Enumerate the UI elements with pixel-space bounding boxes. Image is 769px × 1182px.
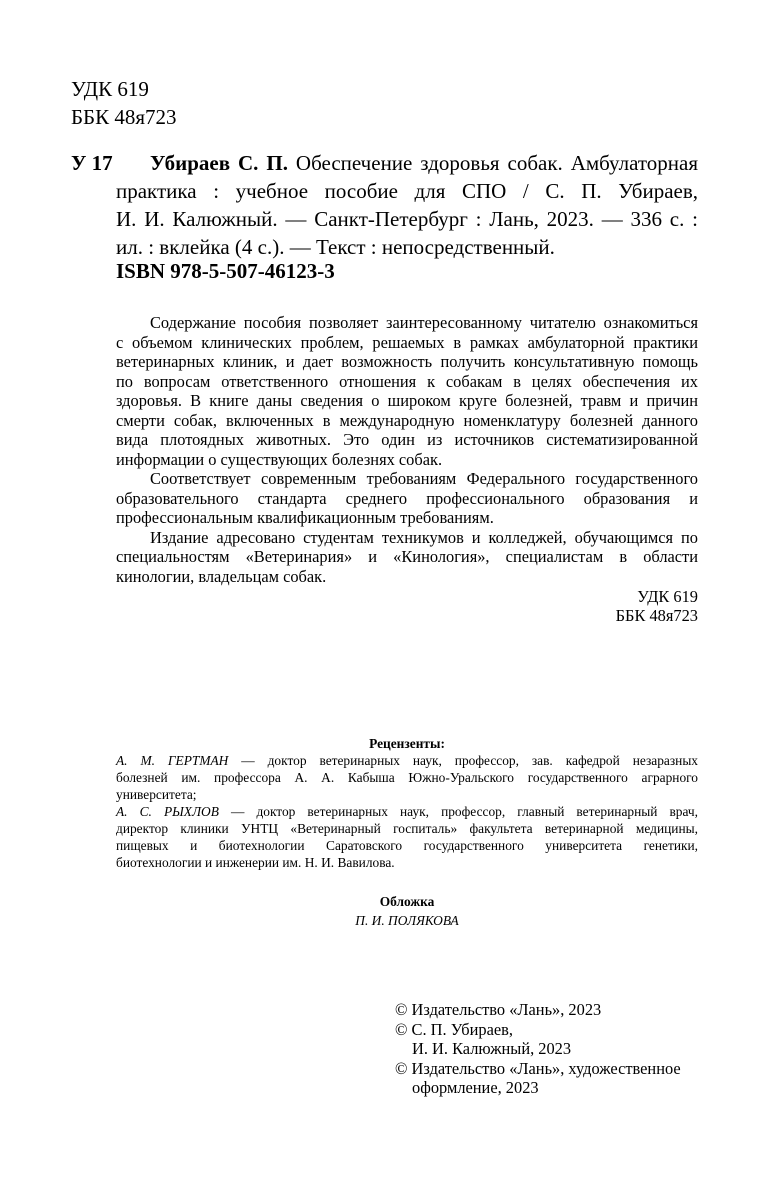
annotation-line: здоровья. В книге даны сведения о широком круге болезней, травм и причин [116,391,698,410]
biblio-record [116,179,698,263]
biblio-line-0: Обеспечение здоровья собак. Амбулаторная [295,151,699,175]
biblio-first-line [150,151,698,176]
annotation-line: специальностям «Ветеринария» и «Кинология», специалистам в области [116,547,698,566]
reviewer-line: директор клиники УНТЦ «Ветеринарный госпиталь» факультета ветеринарной медицины, [116,821,698,836]
isbn: ISBN 978-5-507-46123-3 [116,259,335,283]
annotation-line: кинологии, владельцам собак. [116,566,327,586]
biblio-line-3: ил. : вклейка (4 с.). — Текст : непосредственный. [116,235,555,259]
reviewer-line: биотехнологии и инженерии им. Н. И. Вавилова. [116,855,395,870]
copyright-line: оформление, 2023 [412,1078,539,1097]
reviewers-title: Рецензенты: [369,736,445,751]
annotation-line: с объемом клинических проблем, решаемых в рамках амбулаторной практики [116,332,698,352]
annotation-line: смерти собак, включенных в международную номенклатуру болезней данного [116,410,698,430]
copyright-line: © С. П. Убираев, [395,1019,513,1039]
cover-artist: П. И. ПОЛЯКОВА [355,913,459,928]
annotation-bbk: ББК 48я723 [615,606,698,625]
copyright-block [395,1000,681,1098]
copyright-line: И. И. Калюжный, 2023 [412,1039,572,1058]
annotation-line: Содержание пособия позволяет заинтересованному читателю ознакомиться [150,313,698,332]
reviewer-name: А. С. РЫХЛОВ [116,804,219,819]
reviewers-list [116,752,698,871]
annotation-line: Соответствует современным требованиям Федерального государственного [150,469,698,488]
annotation-line: ветеринарных клиник, и дает возможность получить консультативную помощь [116,352,698,371]
reviewer-line: — доктор ветеринарных наук, профессор, главный ветеринарный врач, [218,804,698,819]
annotation [116,313,698,586]
annotation-line: образовательного стандарта среднего профессионального образования и [116,488,698,508]
annotation-udk: УДК 619 [637,587,698,606]
annotation-line: Издание адресовано студентам техникумов и колледжей, обучающимся по [150,527,698,547]
reviewer-line: болезней им. профессора А. А. Кабыша Южно-Уральского государственного аграрного [116,770,698,785]
reviewer-line: — доктор ветеринарных наук, профессор, зав. кафедрой незаразных [228,753,699,768]
copyright-line: © Издательство «Лань», художественное [395,1058,681,1078]
annotation-line: профессиональным квалификационным требованиям. [116,508,494,527]
biblio-line-1: практика : учебное пособие для СПО / С. П. Убираев, [116,179,698,203]
copyright-line: © Издательство «Лань», 2023 [395,1000,602,1019]
reviewer-line: университета; [116,787,197,802]
header-bbk: ББК 48я723 [71,105,177,129]
reviewer-name: А. М. ГЕРТМАН [116,753,229,768]
biblio-code: У 17 [71,151,113,175]
biblio-line-2: И. И. Калюжный. — Санкт-Петербург : Лань, 2023. — 336 с. : [116,207,698,231]
cover-title: Обложка [379,894,435,909]
biblio-author: Убираев С. П. [150,151,288,175]
annotation-line: по вопросам ответственного отношения к собакам в целях обеспечения их [116,371,698,391]
annotation-line: информации о существующих болезнях собак. [116,449,443,469]
reviewer-line: пищевых и биотехнологии Саратовского государственного университета генетики, [116,838,698,853]
header-udk: УДК 619 [71,77,149,101]
annotation-line: вида плотоядных животных. Это один из источников систематизированной [116,430,698,449]
